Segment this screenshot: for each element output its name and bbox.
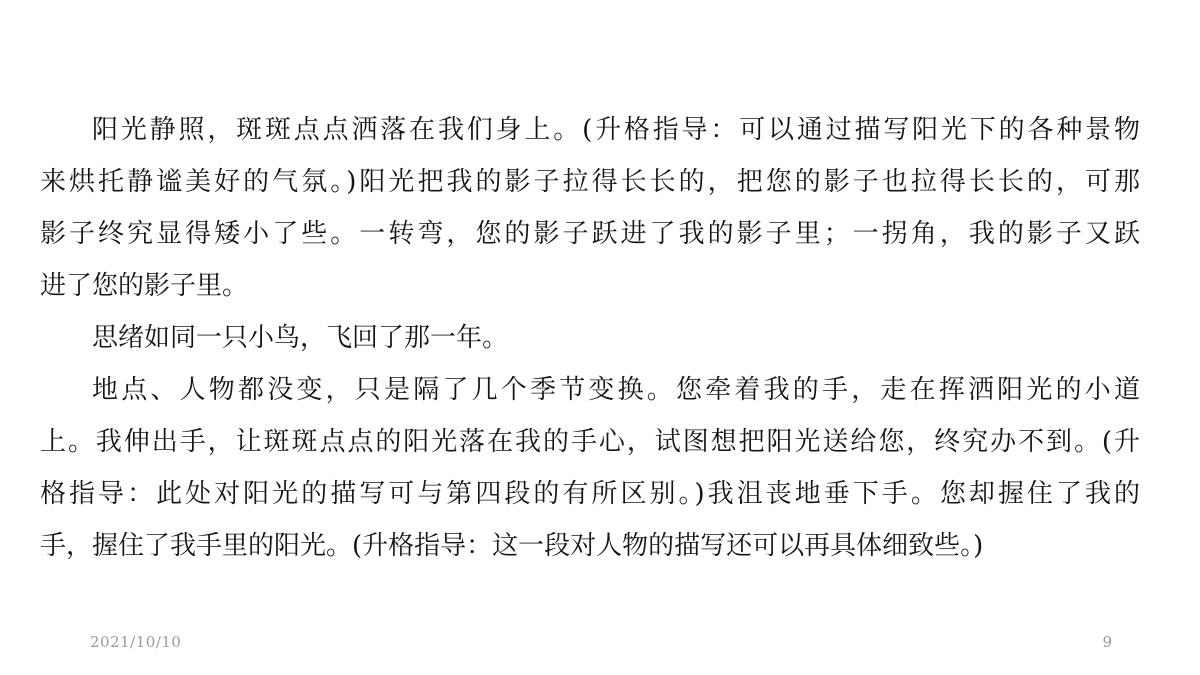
text-line: 来烘托静谧美好的气氛。)阳光把我的影子拉得长长的，把您的影子也拉得长长的，可那 xyxy=(40,167,1140,197)
text-line: 地点、人物都没变，只是隔了几个季节变换。您牵着我的手，走在挥洒阳光的小道 xyxy=(92,375,1140,405)
text-line: 阳光静照，斑斑点点洒落在我们身上。(升格指导：可以通过描写阳光下的各种景物 xyxy=(92,115,1140,145)
text-line: 格指导：此处对阳光的描写可与第四段的有所区别。)我沮丧地垂下手。您却握住了我的 xyxy=(40,479,1140,509)
text-line: 影子终究显得矮小了些。一转弯，您的影子跃进了我的影子里；一拐角，我的影子又跃 xyxy=(40,219,1140,249)
text-line: 思绪如同一只小鸟，飞回了那一年。 xyxy=(92,323,509,353)
text-line: 进了您的影子里。 xyxy=(40,271,249,301)
text-line: 上。我伸出手，让斑斑点点的阳光落在我的手心，试图想把阳光送给您，终究办不到。(升 xyxy=(40,427,1140,457)
text-line: 手，握住了我手里的阳光。(升格指导：这一段对人物的描写还可以再具体细致些。) xyxy=(40,531,984,561)
essay-body xyxy=(40,104,1140,572)
footer-date: 2021/10/10 xyxy=(90,633,182,651)
footer-page-number: 9 xyxy=(1102,633,1112,651)
